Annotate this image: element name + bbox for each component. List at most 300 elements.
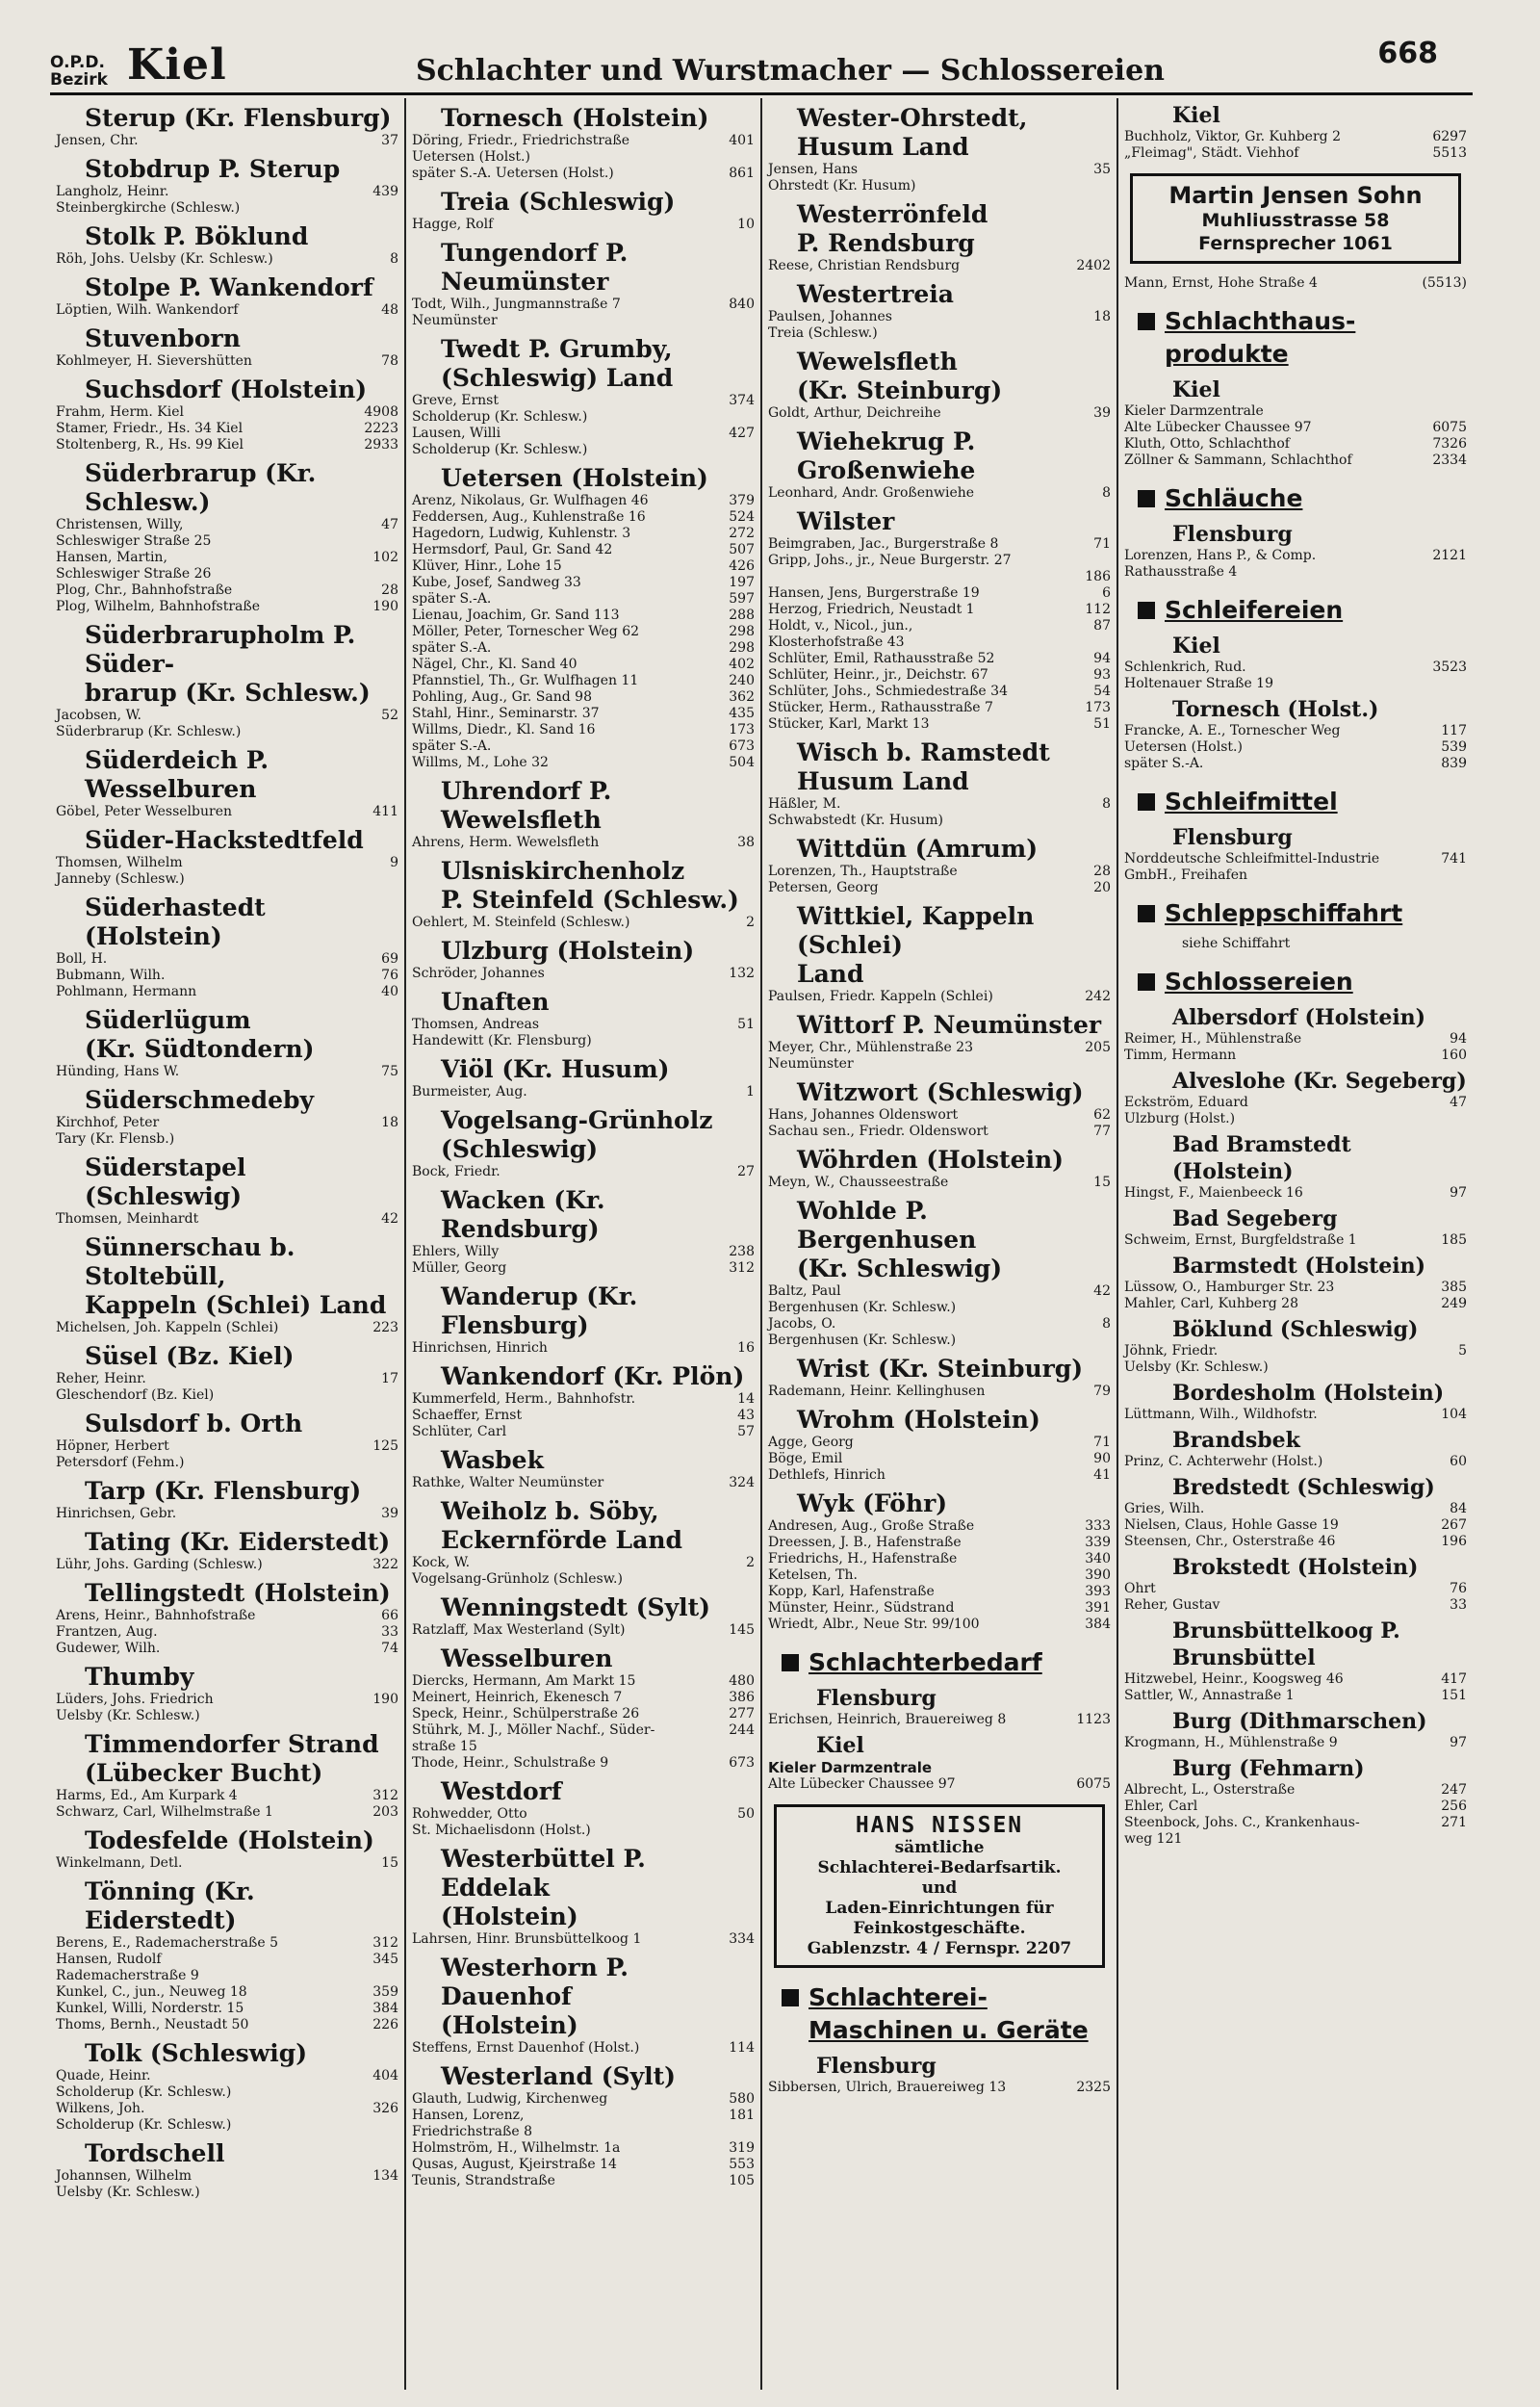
entry: [1124, 275, 1467, 292]
entry-name: Mann, Ernst, Hohe Straße 4: [1124, 275, 1318, 291]
category-reference: siehe Schiffahrt: [1182, 936, 1291, 951]
entry-number: 66: [381, 1608, 398, 1623]
location-heading: Bredstedt (Schleswig): [1172, 1475, 1435, 1500]
entry-name: Jacobsen, W. Süderbrarup (Kr. Schlesw.): [56, 708, 242, 739]
entry: [412, 1340, 755, 1357]
category-title: Schleifmittel: [1165, 788, 1338, 815]
entry-name: Lahrsen, Hinr. Brunsbüttelkoog 1: [412, 1931, 642, 1947]
location-heading: Wesselburen: [441, 1644, 613, 1672]
entry-name: Hitzwebel, Heinr., Koogsweg 46: [1124, 1671, 1344, 1687]
category-title: Schlachthaus- produkte: [1165, 307, 1356, 368]
entry: [56, 708, 398, 740]
location-heading: Tönning (Kr. Eiderstedt): [85, 1877, 255, 1934]
location-heading: Todesfelde (Holstein): [85, 1826, 374, 1854]
entry: [412, 526, 755, 542]
entry: [412, 722, 755, 738]
entry-number: 8: [390, 251, 398, 267]
entry: [768, 864, 1111, 880]
entry: [1124, 1185, 1467, 1202]
entry: [56, 1608, 398, 1624]
entry: [412, 1931, 755, 1948]
entry: [768, 796, 1111, 829]
entry: [768, 405, 1111, 422]
ad-title: HANS NISSEN: [855, 1813, 1024, 1838]
entry: [1124, 145, 1467, 162]
entry: [1124, 1095, 1467, 1127]
entry-name: Diercks, Hermann, Am Markt 15: [412, 1673, 636, 1689]
location-heading: Flensburg: [1172, 825, 1293, 850]
entry-number: 2933: [364, 437, 398, 453]
location-heading: Tornesch (Holstein): [441, 104, 709, 132]
entry: [56, 1115, 398, 1148]
entry-name: Lüders, Johs. Friedrich Uelsby (Kr. Schlesw.): [56, 1692, 214, 1723]
entry-name: später S.-A. Uetersen (Holst.): [412, 166, 614, 181]
entry-name: Kieler Darmzentrale: [768, 1759, 933, 1776]
entry: [768, 700, 1111, 716]
entry-name: Willms, Diedr., Kl. Sand 16: [412, 722, 596, 738]
entry: [412, 2157, 755, 2173]
entry-name: Lüttmann, Wilh., Wildhofstr.: [1124, 1407, 1318, 1422]
entry-number: 404: [372, 2068, 398, 2083]
entry: [56, 1506, 398, 1522]
location-heading: Sulsdorf b. Orth: [85, 1410, 303, 1437]
location-heading: Weiholz b. Söby, Eckernförde Land: [441, 1497, 682, 1554]
entry-name: Oehlert, M. Steinfeld (Schlesw.): [412, 915, 630, 930]
entry: [412, 1673, 755, 1690]
entry-name: Hansen, Lorenz, Friedrichstraße 8: [412, 2108, 533, 2139]
column-2: [406, 98, 762, 2390]
entry-number: 1123: [1076, 1712, 1111, 1727]
entry-number: 17: [381, 1371, 398, 1386]
entry: [56, 1438, 398, 1471]
column-3-main: [768, 104, 1111, 1633]
entry: [412, 2140, 755, 2157]
entry: [1124, 1031, 1467, 1048]
entry-number: 52: [381, 708, 398, 723]
entry-name: Frahm, Herm. Kiel: [56, 404, 185, 420]
entry-number: 42: [381, 1211, 398, 1227]
entry-number: 185: [1441, 1232, 1467, 1248]
location-heading: Albersdorf (Holstein): [1172, 1005, 1426, 1030]
entry-number: 359: [372, 1984, 398, 2000]
location-heading: Sterup (Kr. Flensburg): [85, 104, 392, 132]
entry-name: Ehlers, Willy: [412, 1244, 500, 1259]
entry: [768, 1535, 1111, 1551]
entry-number: 60: [1450, 1454, 1467, 1469]
entry-name: Gripp, Johs., jr., Neue Burgerstr. 27: [768, 553, 1012, 568]
location-heading: Brandsbek: [1172, 1428, 1300, 1453]
location-heading: Wanderup (Kr. Flensburg): [441, 1282, 638, 1339]
entry-name: Baltz, Paul Bergenhusen (Kr. Schlesw.): [768, 1283, 957, 1315]
entry: [56, 1935, 398, 1952]
entry-number: 160: [1441, 1048, 1467, 1063]
entry-number: 4908: [364, 404, 398, 420]
entry: [412, 1391, 755, 1408]
entry: [56, 968, 398, 984]
entry-name: Speck, Heinr., Schülperstraße 26: [412, 1706, 640, 1721]
entry: [412, 657, 755, 673]
entry: [768, 684, 1111, 700]
entry-number: 90: [1093, 1451, 1111, 1466]
entry-number: 114: [729, 2040, 755, 2056]
entry: [1124, 1280, 1467, 1296]
entry: [1124, 1048, 1467, 1064]
entry-number: 112: [1085, 602, 1111, 617]
entry-number: 173: [1085, 700, 1111, 715]
entry-number: 673: [729, 738, 755, 754]
entry-name: Ehler, Carl: [1124, 1799, 1198, 1814]
entry: [1124, 1581, 1467, 1597]
entry-name: Häßler, M. Schwabstedt (Kr. Husum): [768, 796, 944, 828]
entry-number: 267: [1441, 1517, 1467, 1533]
entry: [768, 1316, 1111, 1349]
entry-number: 94: [1093, 651, 1111, 666]
entry-name: Schwarz, Carl, Wilhelmstraße 1: [56, 1804, 273, 1820]
entry: [56, 1064, 398, 1080]
entry-number: 40: [381, 984, 398, 999]
location-heading: Tornesch (Holst.): [1172, 697, 1379, 722]
entry-name: Greve, Ernst Scholderup (Kr. Schlesw.): [412, 393, 588, 425]
entry-number: 326: [372, 2101, 398, 2116]
entry-name: Lausen, Willi Scholderup (Kr. Schlesw.): [412, 426, 588, 457]
entry-name: Thomsen, Meinhardt: [56, 1211, 199, 1227]
location-heading: Flensburg: [816, 2054, 937, 2079]
ad-line: sämtliche: [894, 1838, 985, 1857]
entry-number: 50: [737, 1806, 755, 1822]
location-heading: Süderhastedt (Holstein): [85, 893, 266, 950]
entry-name: Holmström, H., Wilhelmstr. 1a: [412, 2140, 621, 2156]
page-header: [50, 37, 1473, 95]
entry-number: 76: [1450, 1581, 1467, 1596]
entry-name: Uetersen (Holst.): [1124, 739, 1243, 755]
location-heading: Vogelsang-Grünholz (Schleswig): [441, 1106, 713, 1163]
entry-number: 6297: [1432, 129, 1467, 144]
category-marker: [1138, 602, 1155, 619]
entry: [56, 133, 398, 149]
category-heading: [1138, 897, 1467, 930]
entry: [1124, 851, 1467, 884]
entry-name: Michelsen, Joh. Kappeln (Schlei): [56, 1320, 279, 1335]
ad-title: Martin Jensen Sohn: [1168, 182, 1423, 209]
entry-name: Jensen, Hans Ohrstedt (Kr. Husum): [768, 162, 916, 194]
entry: [768, 1600, 1111, 1617]
entry: [56, 2101, 398, 2134]
entry-name: Paulsen, Johannes Treia (Schlesw.): [768, 309, 892, 341]
entry-name: Rathke, Walter Neumünster: [412, 1475, 604, 1490]
entry-name: Norddeutsche Schleifmittel-Industrie GmbH., Freihafen: [1124, 851, 1380, 883]
entry-name: Kunkel, Willi, Norderstr. 15: [56, 2001, 244, 2016]
entry-number: 3523: [1432, 660, 1467, 675]
entry-name: Boll, H.: [56, 951, 108, 967]
entry-name: Ahrens, Herm. Wewelsfleth: [412, 835, 600, 850]
entry-name: Glauth, Ludwig, Kirchenweg: [412, 2091, 608, 2107]
entry: [768, 309, 1111, 342]
entry-name: Buchholz, Viktor, Gr. Kuhberg 2: [1124, 129, 1341, 144]
entry: [412, 1555, 755, 1588]
location-heading: Kiel: [816, 1733, 864, 1758]
entry-name: Hansen, Rudolf Rademacherstraße 9: [56, 1952, 199, 1983]
location-heading: Wester-Ohrstedt, Husum Land: [797, 104, 1028, 161]
location-heading: Tarp (Kr. Flensburg): [85, 1477, 362, 1505]
entry-number: 28: [1093, 864, 1111, 879]
location-heading: Twedt P. Grumby, (Schleswig) Land: [441, 335, 674, 392]
entry-number: 312: [372, 1788, 398, 1803]
entry-name: Bubmann, Wilh.: [56, 968, 166, 983]
entry: [412, 1706, 755, 1722]
entry: [412, 1244, 755, 1260]
entry-number: 47: [381, 517, 398, 532]
entry: [56, 1320, 398, 1336]
entry: [412, 673, 755, 689]
category-marker: [1138, 490, 1155, 507]
entry-name: Stoltenberg, R., Hs. 99 Kiel: [56, 437, 244, 453]
entry: [768, 553, 1111, 569]
entry-number: 54: [1093, 684, 1111, 699]
entry: [56, 1692, 398, 1724]
entry-name: Lorenzen, Hans P., & Comp. Rathausstraße 4: [1124, 548, 1317, 580]
location-heading: Süsel (Bz. Kiel): [85, 1342, 295, 1370]
advertisement-box: [1130, 173, 1461, 264]
entry-name: Willms, M., Lohe 32: [412, 755, 549, 770]
entry: [768, 716, 1111, 733]
location-heading: Wyk (Föhr): [797, 1489, 948, 1517]
entry-name: Schlenkrich, Rud. Holtenauer Straße 19: [1124, 660, 1273, 691]
entry-number: 345: [372, 1952, 398, 1967]
entry: [56, 1371, 398, 1404]
entry: [768, 1107, 1111, 1124]
entry: [1124, 1407, 1467, 1423]
entry: [412, 575, 755, 591]
entry-name: Kirchhof, Peter Tary (Kr. Flensb.): [56, 1115, 175, 1147]
entry-number: 362: [729, 689, 755, 705]
entry: [56, 353, 398, 370]
location-heading: Bad Bramstedt (Holstein): [1172, 1132, 1351, 1184]
kiel-entries: [1124, 129, 1467, 162]
column-4: [1118, 98, 1473, 2390]
location-heading: Flensburg: [816, 1686, 937, 1711]
entry: [1124, 548, 1467, 581]
entry-name: Dreessen, J. B., Hafenstraße: [768, 1535, 962, 1550]
entry-number: 226: [372, 2017, 398, 2032]
entry-name: Friedrichs, H., Hafenstraße: [768, 1551, 958, 1566]
entry: [1124, 436, 1467, 453]
entry: [768, 1435, 1111, 1451]
entry-number: 2: [746, 1555, 755, 1570]
entry-name: Hingst, F., Maienbeeck 16: [1124, 1185, 1303, 1201]
entry-name: Steensen, Chr., Osterstraße 46: [1124, 1534, 1336, 1549]
entry-number: 28: [381, 582, 398, 598]
location-heading: Ulsniskirchenholz P. Steinfeld (Schlesw.): [441, 857, 739, 914]
entry: [768, 1451, 1111, 1467]
entry-number: 8: [1102, 1316, 1111, 1332]
entry-name: Münster, Heinr., Südstrand: [768, 1600, 955, 1616]
entry: [412, 966, 755, 982]
location-heading: Kiel: [1172, 634, 1220, 659]
entry-number: 27: [737, 1164, 755, 1179]
entry: [412, 689, 755, 706]
category-title: Schleifereien: [1165, 596, 1344, 624]
entry-name: Stamer, Friedr., Hs. 34 Kiel: [56, 421, 244, 436]
entry-number: 132: [729, 966, 755, 981]
entry-number: 524: [729, 509, 755, 525]
opd-bezirk: [50, 54, 108, 89]
entry: [412, 493, 755, 509]
entry-name: Feddersen, Aug., Kuhlenstraße 16: [412, 509, 646, 525]
location-heading: Sünnerschau b. Stoltebüll, Kappeln (Schlei) Land: [85, 1233, 387, 1319]
location-heading: Wittkiel, Kappeln (Schlei) Land: [797, 902, 1035, 988]
entry-name: Höpner, Herbert Petersdorf (Fehm.): [56, 1438, 185, 1470]
entry-name: Meyn, W., Chausseestraße: [768, 1175, 949, 1190]
entry: [412, 2040, 755, 2057]
entry-number: 480: [729, 1673, 755, 1689]
entry: [768, 1124, 1111, 1140]
entry: [412, 509, 755, 526]
entry-name: Pohling, Aug., Gr. Sand 98: [412, 689, 592, 705]
entry-number: 190: [372, 599, 398, 614]
location-heading: Wohlde P. Bergenhusen (Kr. Schleswig): [797, 1197, 1003, 1282]
location-heading: Wilster: [797, 507, 895, 535]
entry-name: Meyer, Chr., Mühlenstraße 23 Neumünster: [768, 1040, 974, 1072]
entry-name: Mahler, Carl, Kuhberg 28: [1124, 1296, 1298, 1311]
entry-number: 5: [1458, 1343, 1467, 1359]
entry: [1124, 1343, 1467, 1376]
entry-number: 2402: [1076, 258, 1111, 273]
entry: [412, 1260, 755, 1277]
entry: [768, 1518, 1111, 1535]
entry-name: Bock, Friedr.: [412, 1164, 500, 1179]
entry: [768, 618, 1111, 651]
entry-number: 402: [729, 657, 755, 672]
location-heading: Flensburg: [1172, 522, 1293, 547]
category-marker: [1138, 793, 1155, 811]
category-heading: [1138, 594, 1467, 627]
entry: [1124, 1688, 1467, 1704]
entry-number: 35: [1093, 162, 1111, 177]
entry: [56, 404, 398, 421]
entry-name: Göbel, Peter Wesselburen: [56, 804, 233, 819]
entry-address: Alte Lübecker Chaussee 97: [768, 1776, 956, 1792]
entry-number: 334: [729, 1931, 755, 1947]
entry: [56, 2068, 398, 2101]
entry: [56, 1855, 398, 1872]
entry: [768, 162, 1111, 194]
entry-name: Meinert, Heinrich, Ekenesch 7: [412, 1690, 623, 1705]
location-heading: Wisch b. Ramstedt Husum Land: [797, 738, 1050, 795]
location-heading: Wöhrden (Holstein): [797, 1146, 1064, 1174]
entry-number: 51: [737, 1017, 755, 1032]
after-box-entries: [1124, 275, 1467, 292]
entry-name: Plog, Chr., Bahnhofstraße: [56, 582, 233, 598]
entry: [412, 2173, 755, 2189]
entry-number: 741: [1441, 851, 1467, 867]
location-heading: Süderbrarup (Kr. Schlesw.): [85, 459, 317, 516]
location-heading: Bad Segeberg: [1172, 1206, 1338, 1231]
entry-number: 507: [729, 542, 755, 557]
entry: [56, 582, 398, 599]
entry: [412, 608, 755, 624]
entry: [768, 1467, 1111, 1484]
entry-number: 14: [737, 1391, 755, 1407]
location-heading: Westerrönfeld P. Rendsburg: [797, 200, 988, 257]
entry: [768, 2080, 1111, 2096]
entry-number: 79: [1093, 1384, 1111, 1399]
entry-number: 238: [729, 1244, 755, 1259]
entry-number: 94: [1450, 1031, 1467, 1047]
entry: [56, 251, 398, 268]
entry-number: 298: [729, 624, 755, 639]
entry-number: 8: [1102, 796, 1111, 812]
entry-name: Ketelsen, Th.: [768, 1567, 858, 1583]
entry-name: Langholz, Heinr. Steinbergkirche (Schlesw.): [56, 184, 241, 216]
entry-number: 71: [1093, 536, 1111, 552]
entry-name: Hagedorn, Ludwig, Kuhlenstr. 3: [412, 526, 631, 541]
entry-name: Stahl, Hinr., Seminarstr. 37: [412, 706, 600, 721]
entry-number: 76: [381, 968, 398, 983]
entry-number: 6075: [1076, 1776, 1111, 1792]
entry-name: Pfannstiel, Th., Gr. Wulfhagen 11: [412, 673, 639, 688]
entry-number: 333: [1085, 1518, 1111, 1534]
entry-number: 340: [1085, 1551, 1111, 1566]
entry: [56, 1952, 398, 1984]
entry: [1124, 756, 1467, 772]
entry-name: Todt, Wilh., Jungmannstraße 7 Neumünster: [412, 297, 621, 328]
entry-number: 15: [1093, 1175, 1111, 1190]
entry: [56, 1641, 398, 1657]
entry-name: Dethlefs, Hinrich: [768, 1467, 886, 1483]
page-number: 668: [1377, 37, 1438, 70]
entry: [56, 1984, 398, 2001]
entry: [768, 1384, 1111, 1400]
entry: [768, 1175, 1111, 1191]
entry-name: Rohwedder, Otto St. Michaelisdonn (Holst.): [412, 1806, 591, 1838]
entry-number: 393: [1085, 1584, 1111, 1599]
location-heading: Süderschmedeby: [85, 1086, 315, 1114]
entry: [1124, 723, 1467, 739]
entry: [412, 542, 755, 558]
location-heading: Süderdeich P. Wesselburen: [85, 746, 270, 803]
entry: [1124, 1815, 1467, 1848]
entry-number: 553: [729, 2157, 755, 2172]
entry-name: Harms, Ed., Am Kurpark 4: [56, 1788, 238, 1803]
entry: [412, 393, 755, 426]
entry-number: 384: [1085, 1617, 1111, 1632]
location-heading: Treia (Schleswig): [441, 188, 676, 216]
entry-number: 48: [381, 302, 398, 318]
entry-number: 1: [746, 1084, 755, 1100]
location-heading: Stuvenborn: [85, 324, 241, 352]
entry-name: Erichsen, Heinrich, Brauereiweg 8: [768, 1712, 1007, 1727]
entry-number: 256: [1441, 1799, 1467, 1814]
location-heading: Westerbüttel P. Eddelak (Holstein): [441, 1845, 646, 1930]
entry: [412, 133, 755, 166]
entry-name: Döring, Friedr., Friedrichstraße Uetersen (Holst.): [412, 133, 629, 165]
location-heading: Wacken (Kr. Rendsburg): [441, 1186, 605, 1243]
category-heading: [782, 1646, 1111, 1679]
entry: [412, 1622, 755, 1639]
entry-number: 374: [729, 393, 755, 408]
entry-name: Beimgraben, Jac., Burgerstraße 8: [768, 536, 999, 552]
category-marker: [782, 1654, 799, 1671]
entry: [56, 2168, 398, 2201]
entry-name: Hünding, Hans W.: [56, 1064, 180, 1079]
entry-name: Thode, Heinr., Schulstraße 9: [412, 1755, 609, 1771]
entry: [412, 591, 755, 608]
entry: [412, 1084, 755, 1100]
entry-number: 93: [1093, 667, 1111, 683]
category-heading: [1138, 305, 1467, 371]
entry-name: Teunis, Strandstraße: [412, 2173, 555, 2188]
entry-name: Prinz, C. Achterwehr (Holst.): [1124, 1454, 1323, 1469]
